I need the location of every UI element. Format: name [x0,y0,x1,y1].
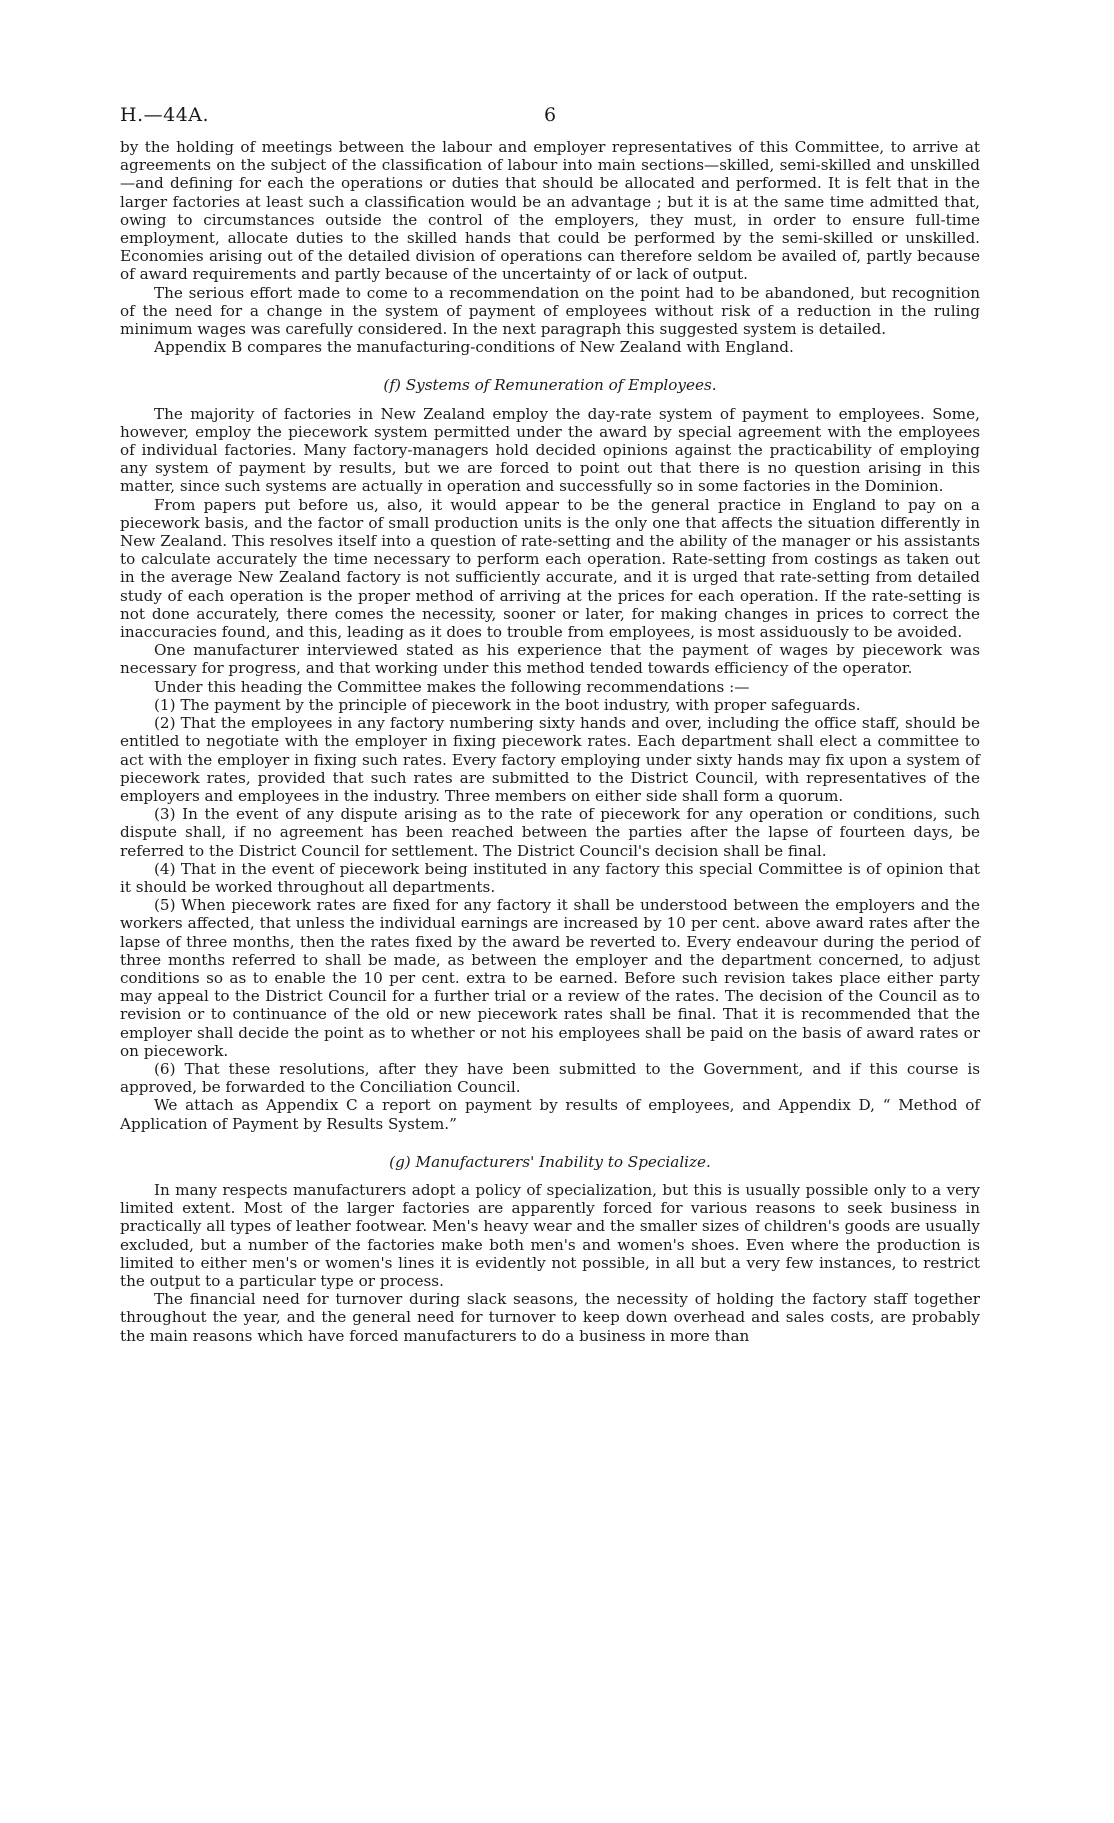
paragraph: Appendix B compares the manufacturing-conditions of New Zealand with England. [154,338,794,357]
document-reference: H.—44A. [120,104,210,126]
recommendation-item: (2) That the employees in any factory numbering sixty hands and over, including the office staff, should be entitled to negotiate with the employer in fixing piecework rates. Each department shall elect a committee to act with the employer in fixing such rates. Every factory employing under sixty hands may fix upon a system of piecework rates, provided that such rates are submitted to the District Council, with representatives of the employers and employees in the industry. Three members on either side shall form a quorum. [120,714,980,805]
paragraph: One manufacturer interviewed stated as his experience that the payment of wages by piecework was necessary for progress, and that working under this method tended towards efficiency of the operator. [120,641,980,678]
paragraph: We attach as Appendix C a report on payment by results of employees, and Appendix D, “ Method of Application of Payment by Results System.” [120,1096,980,1133]
page-number: 6 [543,104,557,126]
paragraph: by the holding of meetings between the labour and employer representatives of this Committee, to arrive at agreements on the subject of the classification of labour into main sections—skilled, semi-skilled and unskilled—and defining for each the operations or duties that should be allocated and performed. It is felt that in the larger factories at least such a classification would be an advantage ; but it is at the same time admitted that, owing to circumstances outside the control of the employers, they must, in order to ensure full-time employment, allocate duties to the skilled hands that could be performed by the semi-skilled or unskilled. Economies arising out of the detailed division of operations can therefore seldom be availed of, partly because of award requirements and partly because of the uncertainty of or lack of output. [120,138,980,284]
paragraph: The serious effort made to come to a recommendation on the point had to be abandoned, but recognition of the need for a change in the system of payment of employees without risk of a reduction in the ruling minimum wages was carefully considered. In the next paragraph this suggested system is detailed. [120,283,980,339]
paragraph: From papers put before us, also, it would appear to be the general practice in England to pay on a piecework basis, and the factor of small production units is the only one that affects the situation differently in New Zealand. This resolves itself into a question of rate-setting and the ability of the manager or his assistants to calculate accurately the time necessary to perform each operation. Rate-setting from costings as taken out in the average New Zealand factory is not sufficiently accurate, and it is urged that rate-setting from detailed study of each operation is the proper method of arriving at the prices for each operation. If the rate-setting is not done accurately, there comes the necessity, sooner or later, for making changes in prices to correct the inaccuracies found, and this, leading as it does to trouble from employees, is most assiduously to be avoided. [120,495,980,642]
paragraph: In many respects manufacturers adopt a policy of specialization, but this is usually possible only to a very limited extent. Most of the larger factories are apparently forced for various reasons to seek business in practically all types of leather footwear. Men's heavy wear and the smaller sizes of children's goods are usually excluded, but a number of the factories make both men's and women's shoes. Even where the production is limited to either men's or women's lines it is evidently not possible, in all but a very few instances, to restrict the output to a particular type or process. [120,1180,980,1290]
body-text [120,138,980,1345]
recommendation-item: (3) In the event of any dispute arising as to the rate of piecework for any operation or conditions, such dispute shall, if no agreement has been reached between the parties after the lapse of fourteen days, be referred to the District Council for settlement. The District Council's decision shall be final. [120,805,980,860]
document-page [120,104,980,1345]
section-heading-f: (f) Systems of Remuneration of Employees. [383,376,717,395]
recommendation-item: (5) When piecework rates are fixed for any factory it shall be understood between the employers and the workers affected, that unless the individual earnings are increased by 10 per cent. above award rates after the lapse of three months, then the rates fixed by the award be reverted to. Every endeavour during the period of three months referred to shall be made, as between the employer and the department concerned, to adjust conditions so as to enable the 10 per cent. extra to be earned. Before such revision takes place either party may appeal to the District Council for a further trial or a review of the rates. The decision of the Council as to revision or to continuance of the old or new piecework rates shall be final. That it is recommended that the employer shall decide the point as to whether or not his employees shall be paid on the basis of award rates or on piecework. [120,896,980,1060]
recommendation-item: (4) That in the event of piecework being instituted in any factory this special Committee is of opinion that it should be worked throughout all departments. [120,859,980,896]
recommendation-item: (1) The payment by the principle of piecework in the boot industry, with proper safeguards. [154,695,861,714]
paragraph: The financial need for turnover during slack seasons, the necessity of holding the factory staff together throughout the year, and the general need for turnover to keep down overhead and sales costs, are probably the main reasons which have forced manufacturers to do a business in more than [120,1290,980,1345]
page-header [120,104,980,138]
section-heading-g: (g) Manufacturers' Inability to Specialize. [389,1152,711,1171]
paragraph: The majority of factories in New Zealand employ the day-rate system of payment to employees. Some, however, employ the piecework system permitted under the award by special agreement with the employees of individual factories. Many factory-managers hold decided opinions against the practicability of employing any system of payment by results, but we are forced to point out that there is no question arising in this matter, since such systems are actually in operation and successfully so in some factories in the Dominion. [120,404,980,496]
recommendation-item: (6) That these resolutions, after they have been submitted to the Government, and if this course is approved, be forwarded to the Conciliation Council. [120,1059,980,1097]
paragraph: Under this heading the Committee makes the following recommendations :— [154,677,750,696]
